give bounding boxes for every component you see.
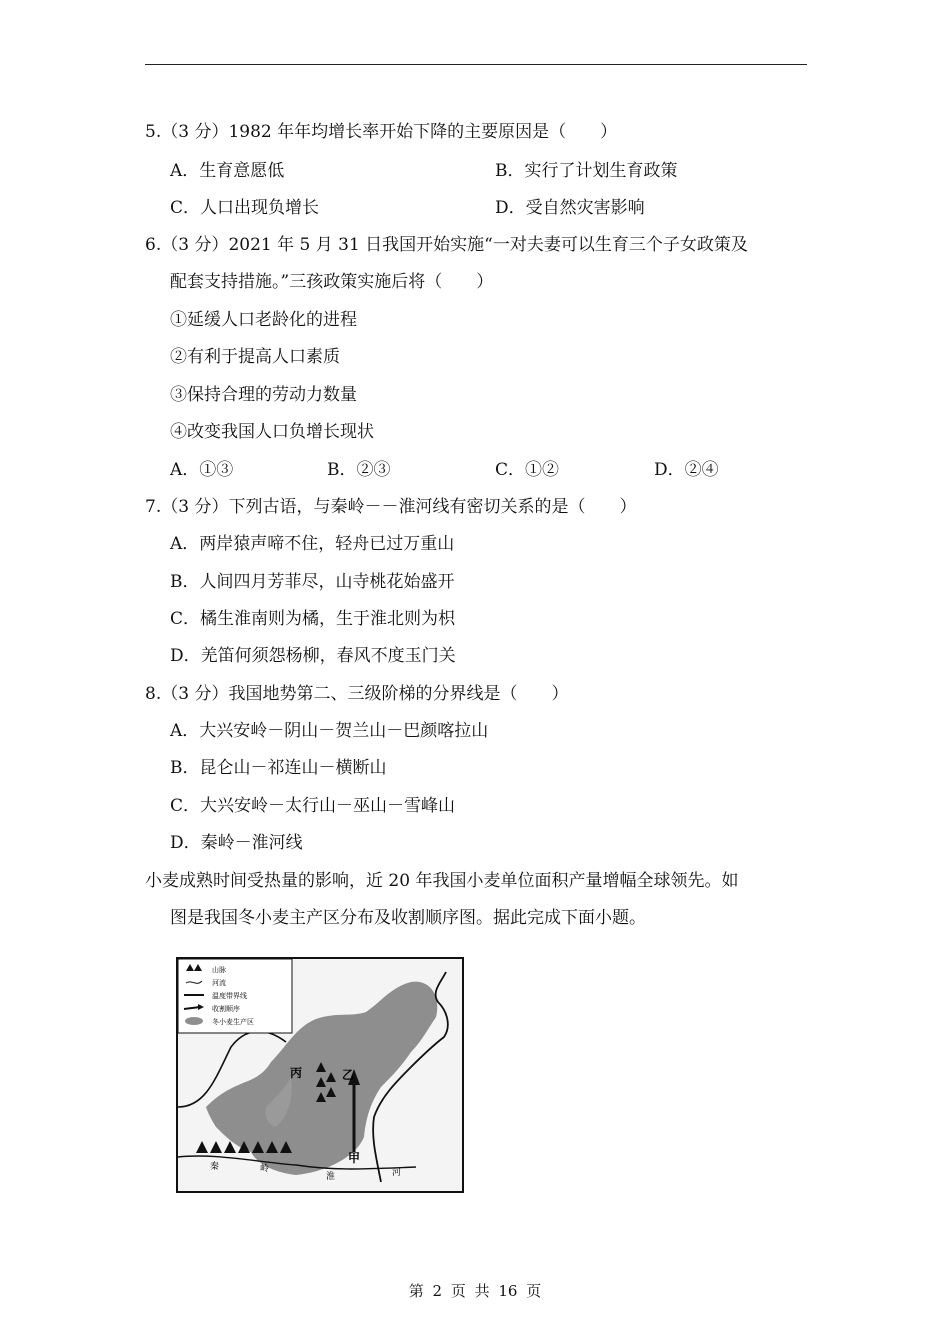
question-7-stem: 7.（3 分）下列古语，与秦岭－－淮河线有密切关系的是（ ） <box>145 497 637 517</box>
label-bing: 丙 <box>290 1066 303 1080</box>
label-he: 河 <box>392 1168 402 1178</box>
question-6-stem-line1: 6.（3 分）2021 年 5 月 31 日我国开始实施“一对夫妻可以生育三个子女政策及 <box>145 235 748 255</box>
q6-option-d[interactable]: D．②④ <box>654 460 719 480</box>
legend-river: 河流 <box>212 979 226 987</box>
q6-option-a[interactable]: A．①③ <box>170 460 234 480</box>
question-6-stem-line2: 配套支持措施。”三孩政策实施后将（ ） <box>170 272 494 292</box>
q5-option-d[interactable]: D．受自然灾害影响 <box>495 198 645 218</box>
q6-statement-1: ①延缓人口老龄化的进程 <box>170 310 357 330</box>
wheat-harvest-map <box>176 957 464 1193</box>
q5-option-c[interactable]: C．人口出现负增长 <box>170 198 320 218</box>
q6-statement-3: ③保持合理的劳动力数量 <box>170 385 357 405</box>
legend-mountains: 山脉 <box>212 966 226 974</box>
q8-option-b[interactable]: B．昆仑山－祁连山－横断山 <box>170 758 387 778</box>
question-5-stem: 5.（3 分）1982 年年均增长率开始下降的主要原因是（ ） <box>145 122 618 142</box>
label-jia: 甲 <box>348 1151 361 1165</box>
q5-option-b[interactable]: B．实行了计划生育政策 <box>495 161 678 181</box>
page-footer: 第 2 页 共 16 页 <box>408 1282 542 1300</box>
q6-option-b[interactable]: B．②③ <box>327 460 391 480</box>
passage-line-1: 小麦成熟时间受热量的影响，近 20 年我国小麦单位面积产量增幅全球领先。如 <box>145 871 739 891</box>
legend-temperature-boundary: 温度带界线 <box>212 992 247 1000</box>
q7-option-a[interactable]: A．两岸猿声啼不住，轻舟已过万重山 <box>170 534 455 554</box>
q7-option-d[interactable]: D．羌笛何须怨杨柳，春风不度玉门关 <box>170 646 456 666</box>
header-rule <box>145 64 807 65</box>
q6-option-c[interactable]: C．①② <box>495 460 560 480</box>
label-huai: 淮 <box>326 1172 336 1182</box>
legend-harvest-order: 收割顺序 <box>212 1005 240 1013</box>
q6-statement-4: ④改变我国人口负增长现状 <box>170 422 374 442</box>
legend-wheat-region: 冬小麦生产区 <box>212 1018 254 1026</box>
q8-option-d[interactable]: D．秦岭－淮河线 <box>170 833 303 853</box>
label-ling: 岭 <box>260 1164 270 1174</box>
q7-option-c[interactable]: C．橘生淮南则为橘，生于淮北则为枳 <box>170 609 456 629</box>
q5-option-a[interactable]: A．生育意愿低 <box>170 161 285 181</box>
label-qin: 秦 <box>210 1162 220 1172</box>
map-legend <box>178 959 292 1033</box>
q6-statement-2: ②有利于提高人口素质 <box>170 347 340 367</box>
passage-line-2: 图是我国冬小麦主产区分布及收割顺序图。据此完成下面小题。 <box>170 908 646 928</box>
label-yi: 乙 <box>342 1068 355 1082</box>
question-8-stem: 8.（3 分）我国地势第二、三级阶梯的分界线是（ ） <box>145 684 569 704</box>
q8-option-c[interactable]: C．大兴安岭－太行山－巫山－雪峰山 <box>170 796 456 816</box>
q7-option-b[interactable]: B．人间四月芳菲尽，山寺桃花始盛开 <box>170 572 455 592</box>
q8-option-a[interactable]: A．大兴安岭－阴山－贺兰山－巴颜喀拉山 <box>170 721 489 741</box>
